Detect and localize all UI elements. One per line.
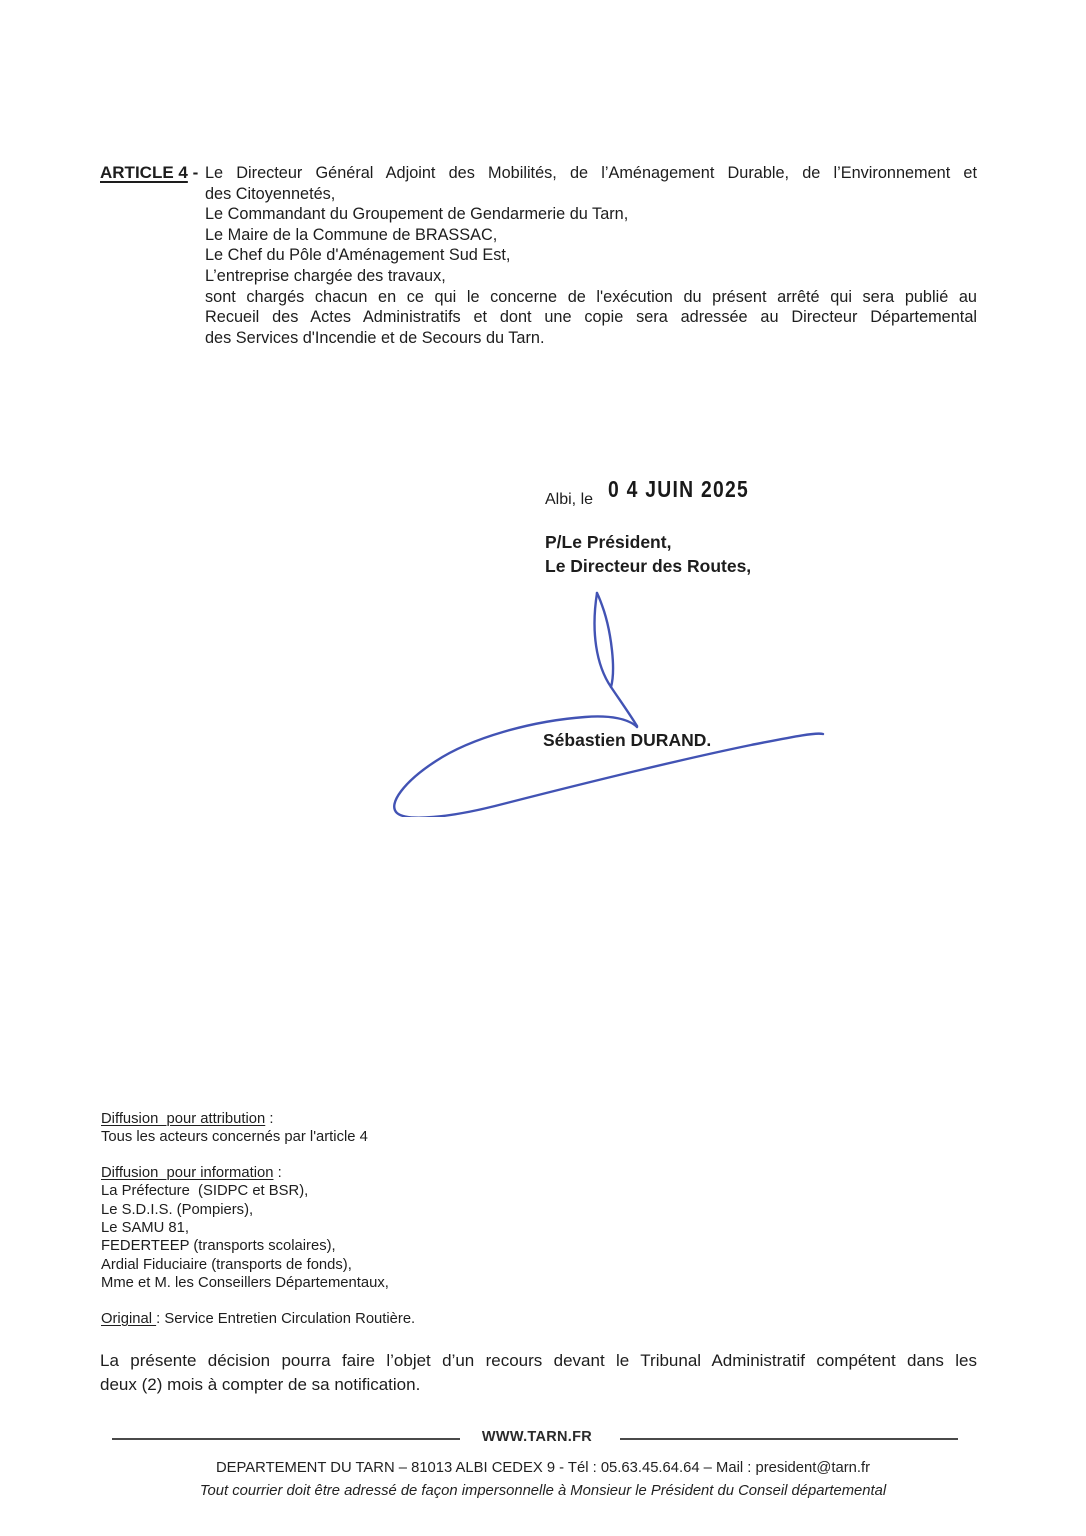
article-4-line: L’entreprise chargée des travaux, — [205, 266, 446, 285]
signer-role-president: P/Le Président, — [545, 532, 672, 552]
article-4-body — [205, 163, 977, 348]
article-4-line: Le Chef du Pôle d'Aménagement Sud Est, — [205, 246, 511, 265]
article-4-line: Le Maire de la Commune de BRASSAC, — [205, 225, 498, 244]
diffusion-information-item: Le SAMU 81, — [101, 1220, 190, 1237]
appeal-notice-paragraph — [100, 1349, 977, 1397]
diffusion-information-colon: : — [273, 1164, 282, 1181]
article-4-label-text: ARTICLE 4 — [100, 163, 188, 182]
place-date-prefix: Albi, le — [545, 491, 594, 508]
diffusion-information-item: La Préfecture (SIDPC et BSR), — [101, 1183, 309, 1200]
article-4-line: Le Directeur Général Adjoint des Mobilités, de l’Aménagement Durable, de l’Environnement et — [205, 164, 977, 182]
signature-vertical-stroke — [595, 593, 637, 726]
footer-rule-right — [620, 1438, 958, 1440]
article-4-line: des Services d'Incendie et de Secours du Tarn. — [205, 328, 545, 347]
footer-address: DEPARTEMENT DU TARN – 81013 ALBI CEDEX 9 - Tél : 05.63.45.64.64 – Mail : president@tarn.fr — [215, 1460, 871, 1476]
diffusion-section — [101, 1110, 415, 1328]
diffusion-attribution-list — [101, 1128, 415, 1146]
diffusion-attribution-heading-text: Diffusion pour attribution — [101, 1111, 266, 1127]
article-4-line: sont chargés chacun en ce qui le concerne de l'exécution du présent arrêté qui sera publié au — [205, 287, 977, 306]
article-4-section — [100, 163, 977, 348]
spacer — [101, 1293, 415, 1310]
article-4-label-separator: - — [187, 163, 203, 182]
footer-website: WWW.TARN.FR — [481, 1429, 593, 1445]
diffusion-information-item: Le S.D.I.S. (Pompiers), — [101, 1201, 254, 1218]
diffusion-information-item: Mme et M. les Conseillers Départementaux, — [101, 1275, 389, 1292]
signer-role-director: Le Directeur des Routes, — [545, 556, 752, 576]
footer-rule-left — [112, 1438, 460, 1440]
diffusion-attribution-item: Tous les acteurs concernés par l'article 4 — [101, 1129, 368, 1146]
appeal-notice-line: La présente décision pourra faire l’objet d’un recours devant le Tribunal Administratif compétent dans les — [100, 1351, 977, 1370]
signatory-name: Sébastien DURAND. — [543, 730, 712, 750]
diffusion-information-heading-text: Diffusion pour information — [101, 1164, 274, 1181]
diffusion-information-item: Ardial Fiduciaire (transports de fonds), — [101, 1256, 352, 1273]
signature-loop-return-stroke — [597, 593, 613, 687]
article-4-line: Recueil des Actes Administratifs et dont une copie sera adressée au Directeur Départemental — [205, 308, 977, 327]
diffusion-information-heading — [101, 1164, 415, 1182]
diffusion-information-item: FEDERTEEP (transports scolaires), — [101, 1238, 336, 1255]
diffusion-attribution-heading — [101, 1110, 415, 1128]
article-4-label — [100, 163, 203, 183]
date-stamp: 0 4 JUIN 2025 — [608, 476, 749, 502]
appeal-notice-line: deux (2) mois à compter de sa notification. — [100, 1375, 421, 1394]
handwritten-signature — [383, 577, 845, 817]
original-line — [101, 1310, 415, 1328]
diffusion-information-list — [101, 1182, 415, 1292]
original-label: Original — [101, 1310, 157, 1327]
signer-roles — [545, 530, 751, 578]
article-4-line: des Citoyennetés, — [205, 184, 336, 203]
diffusion-attribution-colon: : — [265, 1111, 274, 1127]
spacer — [101, 1147, 415, 1164]
original-value: : Service Entretien Circulation Routière. — [156, 1310, 416, 1327]
article-4-line: Le Commandant du Groupement de Gendarmerie du Tarn, — [205, 205, 629, 224]
footer-impersonal-notice: Tout courrier doit être adressé de façon impersonnelle à Monsieur le Président du Conseil départemental — [199, 1483, 887, 1499]
